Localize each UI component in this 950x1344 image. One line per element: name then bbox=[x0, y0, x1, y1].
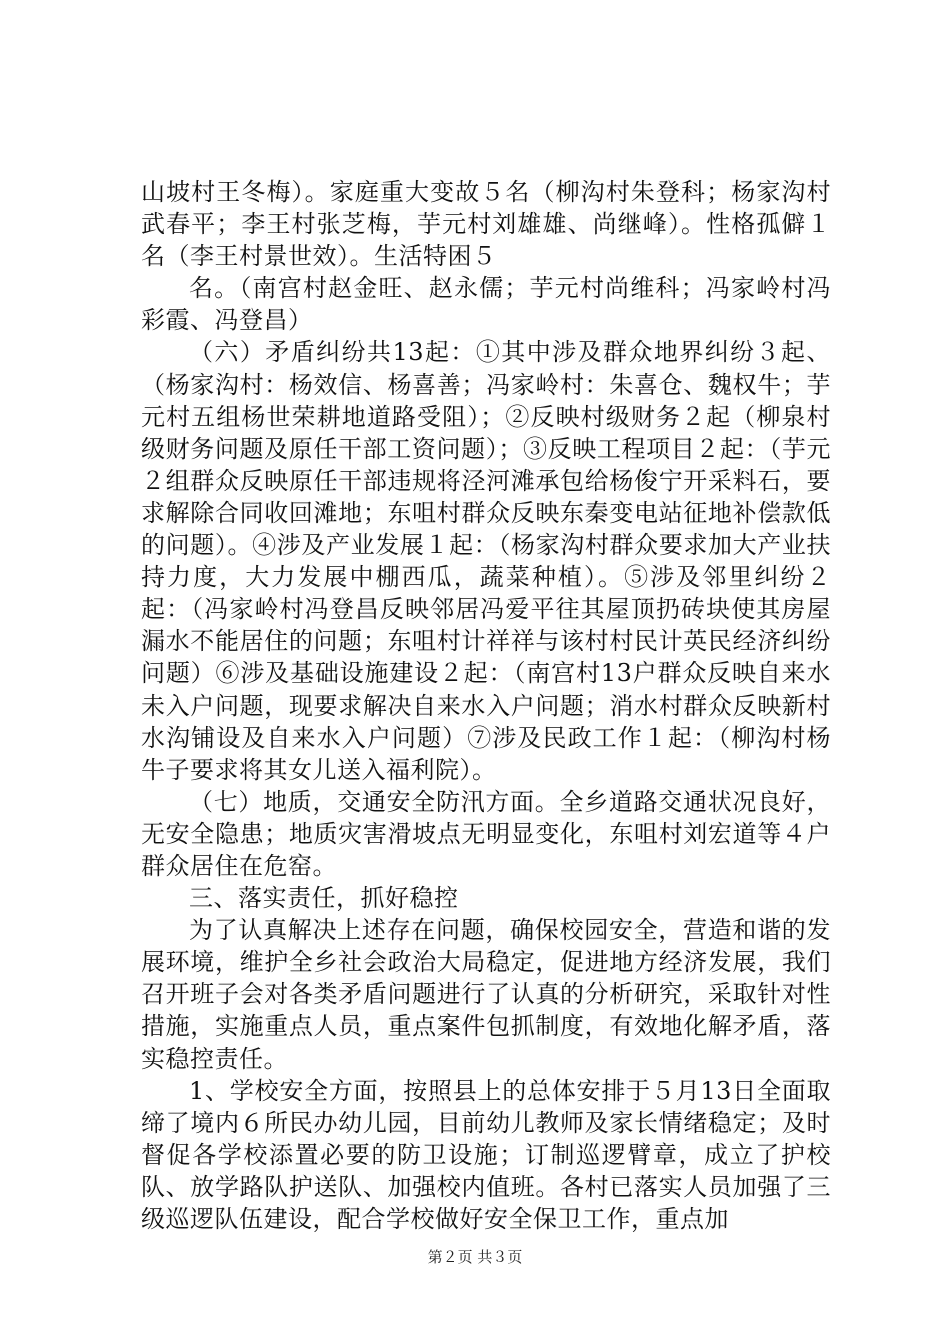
paragraph-hardship-names: 名。（南宫村赵金旺、赵永儒；芋元村尚维科；冯家岭村冯彩霞、冯登昌） bbox=[141, 274, 831, 335]
document-body bbox=[141, 176, 831, 1235]
paragraph-measures: 为了认真解决上述存在问题，确保校园安全，营造和谐的发展环境，维护全乡社会政治大局稳定，促进地方经济发展，我们召开班子会对各类矛盾问题进行了认真的分析研究，采取针对性措施，实施重点人员，重点案件包抓制度，有效地化解矛盾，落实稳控责任。 bbox=[141, 916, 831, 1073]
paragraph-geology-traffic: （七）地质，交通安全防汛方面。全乡道路交通状况良好，无安全隐患；地质灾害滑坡点无明显变化，东咀村刘宏道等４户群众居住在危窑。 bbox=[141, 787, 831, 880]
paragraph-continuation: 山坡村王冬梅）。家庭重大变故５名（柳沟村朱登科；杨家沟村武春平；李王村张芝梅，芋元村刘雄雄、尚继峰）。性格孤僻１名（李王村景世效）。生活特困５ bbox=[141, 178, 831, 271]
paragraph-school-safety: 1、学校安全方面，按照县上的总体安排于５月13日全面取缔了境内６所民办幼儿园，目前幼儿教师及家长情绪稳定；及时督促各学校添置必要的防卫设施；订制巡逻臂章，成立了护校队、放学路队护送队、加强校内值班。各村已落实人员加强了三级巡逻队伍建设，配合学校做好安全保卫工作，重点加 bbox=[141, 1076, 831, 1233]
page-footer bbox=[0, 1246, 950, 1267]
page-number: 第２页 共３页 bbox=[427, 1248, 523, 1266]
paragraph-disputes: （六）矛盾纠纷共13起：①其中涉及群众地界纠纷３起、（杨家沟村：杨效信、杨喜善；冯家岭村：朱喜仓、魏权牛；芋元村五组杨世荣耕地道路受阻）；②反映村级财务２起（柳泉村级财务问题及原任干部工资问题）；③反映工程项目２起：（芋元２组群众反映原任干部违规将泾河滩承包给杨俊宁开采料石，要求解除合同收回滩地；东咀村群众反映东秦变电站征地补偿款低的问题）。④涉及产业发展１起：（杨家沟村群众要求加大产业扶持力度，大力发展中棚西瓜，蔬菜种植）。⑤涉及邻里纠纷２起：（冯家岭村冯登昌反映邻居冯爱平往其屋顶扔砖块使其房屋漏水不能居住的问题；东咀村计祥祥与该村村民计英民经济纠纷问题）⑥涉及基础设施建设２起：（南宫村13户群众反映自来水未入户问题，现要求解决自来水入户问题；消水村群众反映新村水沟铺设及自来水入户问题）⑦涉及民政工作１起：（柳沟村杨牛子要求将其女儿送入福利院）。 bbox=[141, 338, 831, 784]
section-heading: 三、落实责任，抓好稳控 bbox=[189, 884, 459, 913]
